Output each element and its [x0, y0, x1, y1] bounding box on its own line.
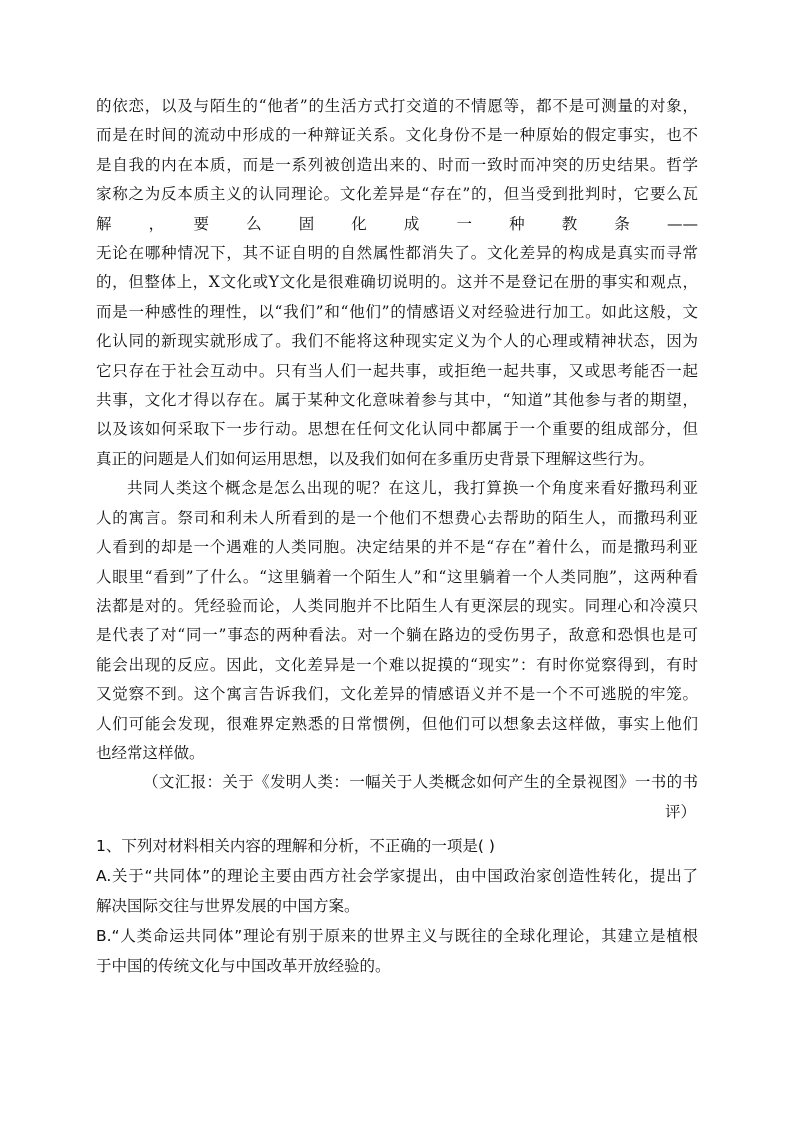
passage-line: 家称之为反本质主义的认同理论。文化差异是“存在”的，但当受到批判时，它要么瓦 — [96, 185, 698, 204]
question-section — [96, 831, 698, 981]
passage-line: 又觉察不到。这个寓言告诉我们，文化差异的情感语义并不是一个不可逃脱的牢笼。 — [96, 685, 698, 704]
passage-line: 人眼里“看到”了什么。“这里躺着一个陌生人”和“这里躺着一个人类同胞”，这两种看 — [96, 567, 698, 586]
passage-line: 共同人类这个概念是怎么出现的呢？在这儿，我打算换一个角度来看好撒玛利亚 — [127, 479, 698, 498]
passage-line: 是代表了对“同一”事态的两种看法。对一个躺在路边的受伤男子，敌意和恐惧也是可 — [96, 626, 698, 645]
option-b — [96, 921, 698, 981]
passage-source — [96, 768, 698, 827]
document-page — [96, 92, 698, 981]
option-a-line: 解决国际交往与世界发展的中国方案。 — [96, 897, 360, 916]
passage-line: 的依恋，以及与陌生的“他者”的生活方式打交道的不情愿等，都不是可测量的对象， — [96, 97, 698, 115]
passage-line: 人的寓言。祭司和利未人所看到的是一个他们不想费心去帮助的陌生人，而撒玛利亚 — [96, 508, 698, 527]
option-b-line: 于中国的传统文化与中国改革开放经验的。 — [96, 957, 391, 976]
passage-line: 而是在时间的流动中形成的一种辩证关系。文化身份不是一种原始的假定事实，也不 — [96, 126, 698, 145]
passage-paragraph-2 — [96, 474, 698, 768]
passage-line: 人看到的却是一个遇难的人类同胞。决定结果的并不是“存在”着什么，而是撒玛利亚 — [96, 538, 698, 557]
passage-line: 人们可能会发现，很难界定熟悉的日常惯例，但他们可以想象去这样做，事实上他们 — [96, 714, 698, 733]
passage-line: 化认同的新现实就形成了。我们不能将这种现实定义为个人的心理或精神状态，因为 — [96, 332, 698, 351]
question-1-stem — [96, 831, 698, 861]
source-line: 评） — [664, 802, 696, 821]
passage-line: 以及该如何采取下一步行动。思想在任何文化认同中都属于一个重要的组成部分，但 — [96, 420, 698, 439]
passage-line: 而是一种感性的理性，以“我们”和“他们”的情感语义对经验进行加工。如此这般，文 — [96, 302, 698, 321]
passage-line: 也经常这样做。 — [96, 743, 205, 762]
option-b-line: B.“人类命运共同体”理论有别于原来的世界主义与既往的全球化理论，其建立是植根 — [96, 927, 698, 946]
passage-line: 是自我的内在本质，而是一系列被创造出来的、时而一致时而冲突的历史结果。哲学 — [96, 155, 698, 174]
passage-line: 能会出现的反应。因此，文化差异是一个难以捉摸的“现实”：有时你觉察得到，有时 — [96, 655, 698, 674]
question-stem-text: 1、下列对材料相关内容的理解和分析，不正确的一项是( ) — [96, 837, 495, 856]
passage-paragraph-1 — [96, 92, 698, 474]
source-line: （文汇报：关于《发明人类：一幅关于人类概念如何产生的全景视图》一书的书 — [143, 773, 698, 792]
passage-line: 的，但整体上，X文化或Y文化是很难确切说明的。这并不是登记在册的事实和观点， — [96, 273, 698, 292]
option-a-line: A.关于“共同体”的理论主要由西方社会学家提出，由中国政治家创造性转化，提出了 — [96, 867, 698, 886]
passage-line: 解 ， 要 么 固 化 成 一 种 教 条 —— — [96, 214, 698, 233]
passage-line: 无论在哪种情况下，其不证自明的自然属性都消失了。文化差异的构成是真实而寻常 — [96, 244, 698, 263]
passage-line: 真正的问题是人们如何运用思想，以及我们如何在多重历史背景下理解这些行为。 — [96, 449, 655, 468]
option-a — [96, 861, 698, 921]
passage-line: 它只存在于社会互动中。只有当人们一起共事，或拒绝一起共事，又或思考能否一起 — [96, 361, 698, 380]
passage-line: 法都是对的。凭经验而论，人类同胞并不比陌生人有更深层的现实。同理心和冷漠只 — [96, 596, 698, 615]
passage-line: 共事，文化才得以存在。属于某种文化意味着参与其中，“知道”其他参与者的期望， — [96, 391, 698, 410]
